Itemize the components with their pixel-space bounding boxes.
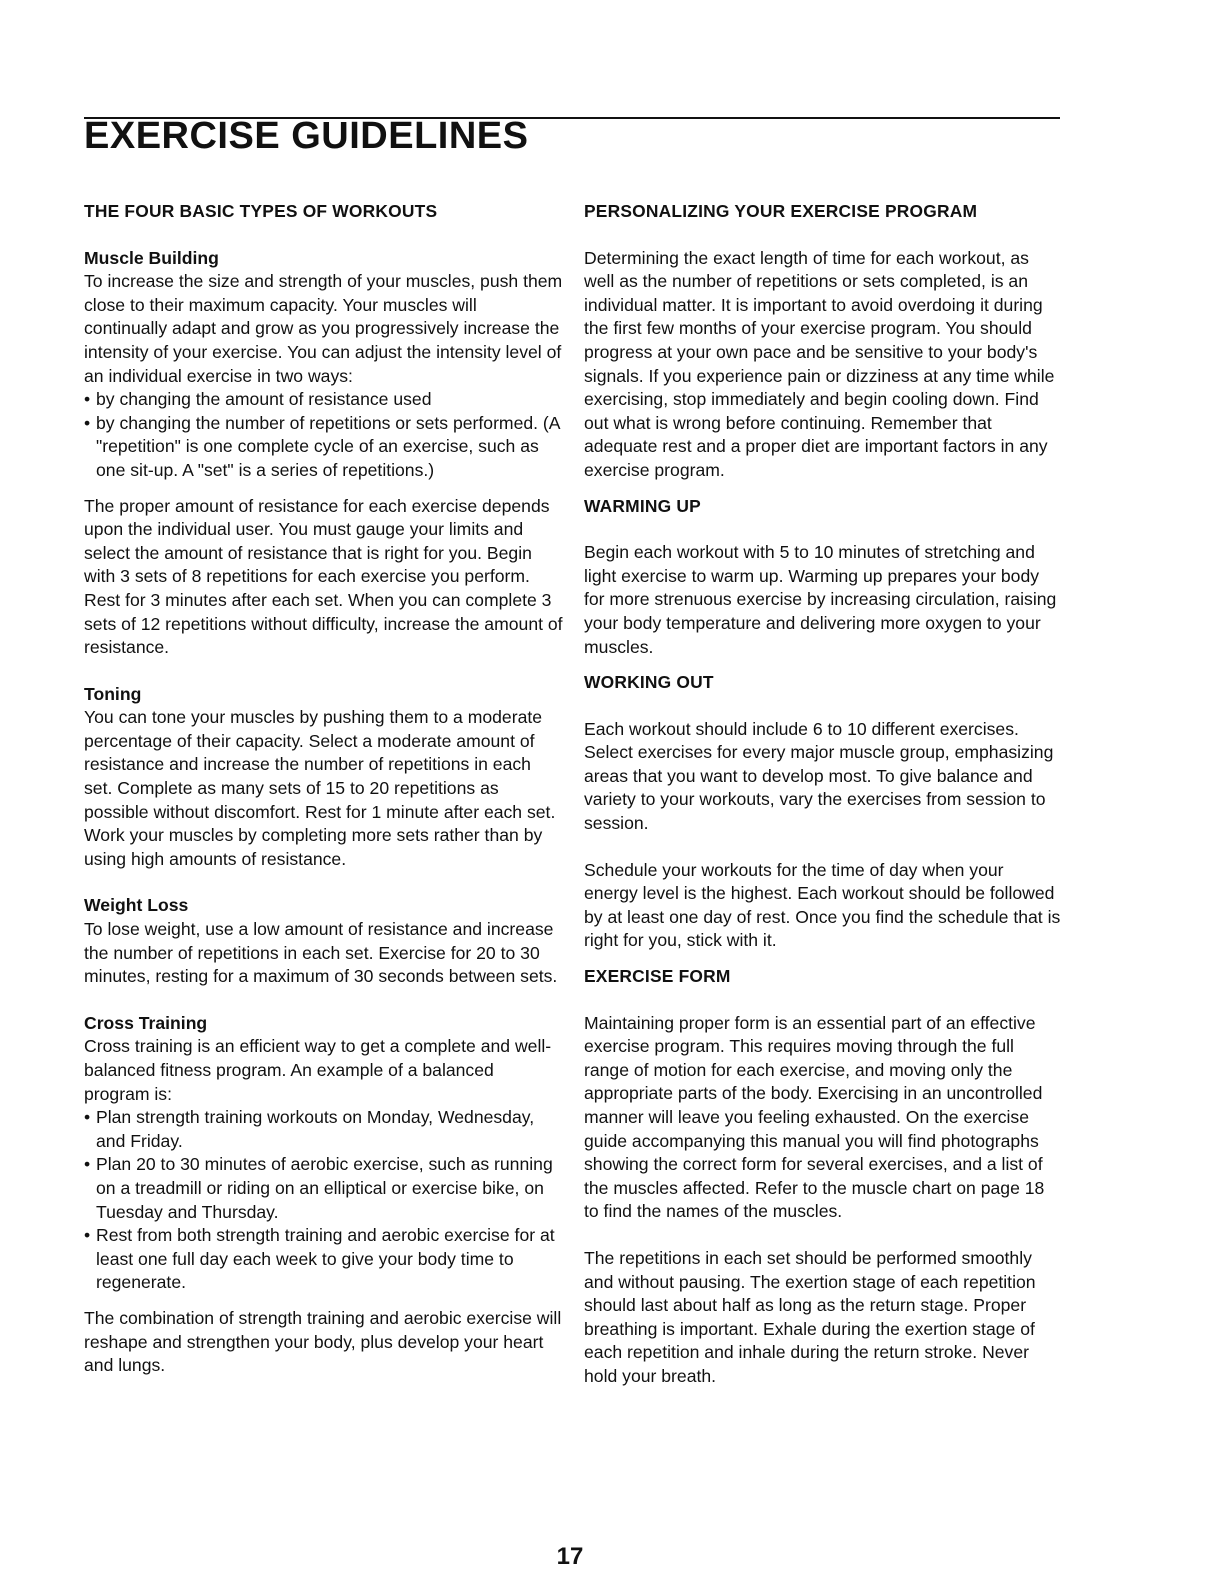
list-item: • by changing the number of repetitions or sets performed. (A "repetition" is one complete cycle of an exercise, such as one sit-up. A "set" is a series of repetitions.) — [84, 412, 564, 483]
section-heading-workout-types: THE FOUR BASIC TYPES OF WORKOUTS — [84, 201, 438, 221]
right-column — [584, 200, 1062, 1389]
list-item: • Plan strength training workouts on Monday, Wednesday, and Friday. — [84, 1106, 564, 1153]
section-heading-working-out: WORKING OUT — [584, 672, 714, 693]
toning-section — [84, 683, 564, 872]
paragraph: You can tone your muscles by pushing them to a moderate percentage of their capacity. Select a moderate amount of resistance and increase the number of repetitions in each set. Complete as many sets of 15 to 20 repetitions as possible without discomfort. Rest for 1 minute after each set. Work your muscles by completing more sets rather than by using high amounts of resistance. — [84, 707, 556, 869]
subheading-weight-loss: Weight Loss — [84, 895, 189, 916]
subheading-muscle-building: Muscle Building — [84, 247, 219, 268]
left-column — [84, 200, 564, 1378]
section-heading-exercise-form: EXERCISE FORM — [584, 966, 731, 987]
paragraph: Cross training is an efficient way to get a complete and well-balanced fitness program. An example of a balanced program is: — [84, 1036, 552, 1104]
section-heading-personalizing: PERSONALIZING YOUR EXERCISE PROGRAM — [584, 201, 978, 221]
paragraph: The combination of strength training and aerobic exercise will reshape and strengthen your body, plus develop your heart and lungs. — [84, 1307, 562, 1376]
paragraph: Determining the exact length of time for each workout, as well as the number of repetitions or sets completed, is an individual matter. It is important to avoid overdoing it during the first few months of your exercise program. You should progress at your own pace and be sensitive to your body's signals. If you experience pain or dizziness at any time while exercising, stop immediately and begin cooling down. Find out what is wrong before continuing. Remember that adequate rest and a proper diet are important factors in any exercise program. — [584, 247, 1055, 480]
weight-loss-section — [84, 894, 564, 988]
subheading-toning: Toning — [84, 683, 142, 704]
paragraph: To increase the size and strength of your muscles, push them close to their maximum capacity. Your muscles will continually adapt and grow as you progressively increase the intensity of your exercise. You can adjust the intensity level of an individual exercise in two ways: — [84, 271, 563, 386]
bullet-list — [84, 388, 564, 482]
cross-training-section — [84, 1012, 564, 1378]
subheading-cross-training: Cross Training — [84, 1012, 208, 1033]
bullet-list — [84, 1106, 564, 1295]
page-number: 17 — [556, 1543, 584, 1570]
paragraph: The repetitions in each set should be performed smoothly and without pausing. The exertion stage of each repetition should last about half as long as the return stage. Proper breathing is important. Exhale during the exertion stage of each repetition and inhale during the return stroke. Never hold your breath. — [584, 1247, 1036, 1386]
paragraph: Each workout should include 6 to 10 different exercises. Select exercises for every major muscle group, emphasizing areas that you want to develop most. To give balance and variety to your workouts, vary the exercises from session to session. — [584, 718, 1054, 834]
paragraph: The proper amount of resistance for each exercise depends upon the individual user. You must gauge your limits and select the amount of resistance that is right for you. Begin with 3 sets of 8 repetitions for each exercise you perform. Rest for 3 minutes after each set. When you can complete 3 sets of 12 repetitions without difficulty, increase the amount of resistance. — [84, 495, 563, 658]
list-item: • Plan 20 to 30 minutes of aerobic exercise, such as running on a treadmill or riding on an elliptical or exercise bike, on Tuesday and Thursday. — [84, 1153, 564, 1224]
section-heading-warming-up: WARMING UP — [584, 495, 701, 516]
paragraph: Schedule your workouts for the time of day when your energy level is the highest. Each workout should be followed by at least one day of rest. Once you find the schedule that is right for you, stick with it. — [584, 859, 1061, 951]
list-item: • by changing the amount of resistance used — [84, 388, 564, 412]
paragraph: Begin each workout with 5 to 10 minutes of stretching and light exercise to warm up. Warming up prepares your body for more strenuous exercise by increasing circulation, raising your body temperature and delivering more oxygen to your muscles. — [584, 542, 1057, 657]
paragraph: To lose weight, use a low amount of resistance and increase the number of repetitions in each set. Exercise for 20 to 30 minutes, resting for a maximum of 30 seconds between sets. — [84, 919, 558, 987]
page-title: EXERCISE GUIDELINES — [84, 115, 529, 157]
paragraph: Maintaining proper form is an essential part of an effective exercise program. This requires moving through the full range of motion for each exercise, and moving only the appropriate parts of the body. Exercising in an uncontrolled manner will leave you feeling exhausted. On the exercise guide accompanying this manual you will find photographs showing the correct form for several exercises, and a list of the muscles affected. Refer to the muscle chart on page 18 to find the names of the muscles. — [584, 1012, 1045, 1222]
list-item: • Rest from both strength training and aerobic exercise for at least one full day each week to give your body time to regenerate. — [84, 1224, 564, 1295]
muscle-building-section — [84, 247, 564, 660]
